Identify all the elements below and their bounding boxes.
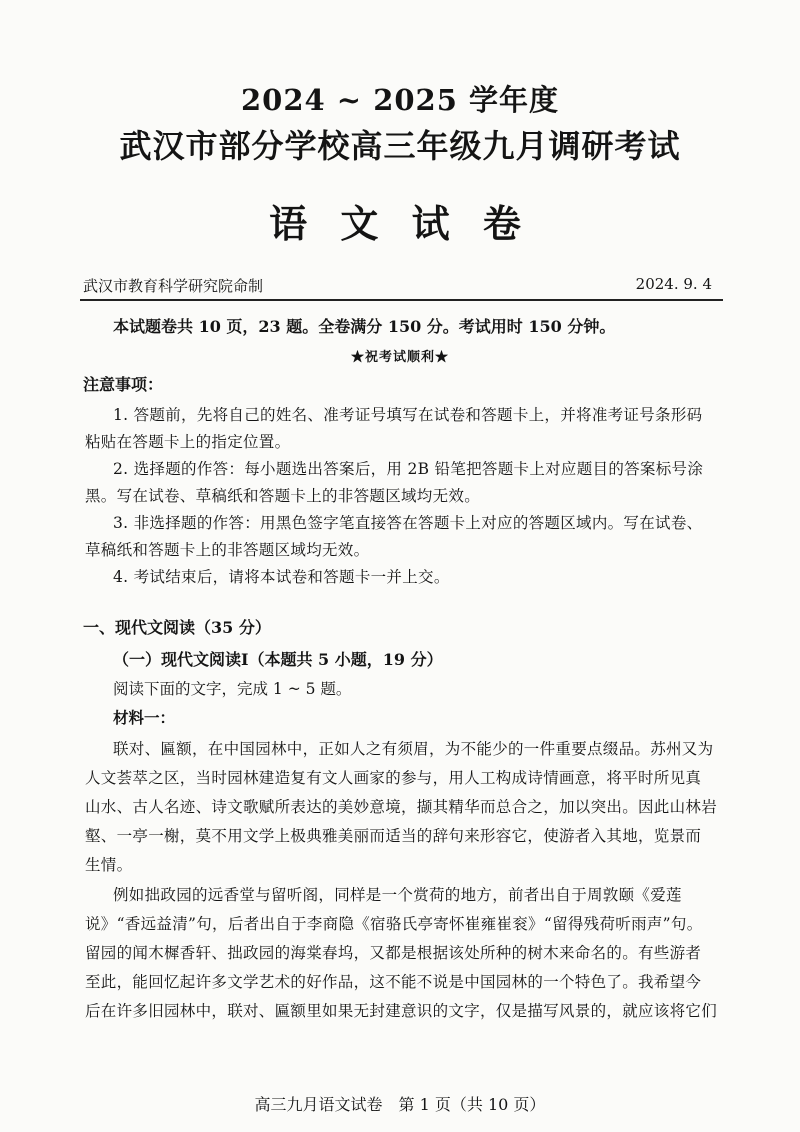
passage-line: 生情。: [85, 856, 133, 874]
passage-line: 人文荟萃之区，当时园林建造复有文人画家的参与，用人工构成诗情画意，将平时所见真: [85, 769, 702, 787]
passage-line: 至此，能回忆起许多文学艺术的好作品，这不能不说是中国园林的一个特色了。我希望今: [85, 973, 702, 991]
material-label: 材料一：: [113, 708, 176, 727]
passage-line: 后在许多旧园林中，联对、匾额里如果无封建意识的文字，仅是描写风景的，就应该将它们: [85, 1002, 718, 1020]
subsection-heading: （一）现代文阅读Ⅰ（本题共 5 小题，19 分）: [113, 650, 443, 669]
notice-line: 2. 选择题的作答：每小题选出答案后，用 2B 铅笔把答题卡上对应题目的答案标号涂: [113, 460, 704, 478]
passage-line: 山水、古人名迹、诗文歌赋所表达的美妙意境，撷其精华而总合之，加以突出。因此山林岩: [85, 798, 718, 816]
page-footer: 高三九月语文试卷 第 1 页（共 10 页）: [254, 1095, 546, 1114]
notice-line: 3. 非选择题的作答：用黑色签字笔直接答在答题卡上对应的答题区域内。写在试卷、: [113, 514, 703, 532]
passage-line: 壑、一亭一榭，莫不用文学上极典雅美丽而适当的辞句来形容它，使游者入其地，览景而: [85, 827, 702, 845]
passage-line: 说》“香远益清”句，后者出自于李商隐《宿骆氏亭寄怀崔雍崔衮》“留得残荷听雨声”句。: [85, 915, 703, 933]
passage-line: 留园的闻木樨香轩、拙政园的海棠春坞，又都是根据该处所种的树木来命名的。有些游者: [85, 944, 702, 962]
notice-line: 草稿纸和答题卡上的非答题区域均无效。: [85, 541, 370, 559]
publisher: 武汉市教育科学研究院命制: [83, 277, 264, 295]
section-heading: 一、现代文阅读（35 分）: [83, 618, 271, 637]
exam-summary: 本试题卷共 10 页，23 题。全卷满分 150 分。考试用时 150 分钟。: [113, 317, 616, 336]
notice-line: 黑。写在试卷、草稿纸和答题卡上的非答题区域均无效。: [85, 487, 481, 505]
reading-instruction: 阅读下面的文字，完成 1 ~ 5 题。: [113, 680, 352, 698]
notice-heading: 注意事项：: [83, 375, 164, 394]
notice-line: 4. 考试结束后，请将本试卷和答题卡一并上交。: [113, 568, 450, 586]
paper-title: 语 文 试 卷: [269, 201, 531, 246]
notice-line: 1. 答题前，先将自己的姓名、准考证号填写在试卷和答题卡上，并将准考证号条形码: [113, 406, 703, 424]
notice-line: 粘贴在答题卡上的指定位置。: [85, 433, 291, 451]
header-divider: [80, 299, 723, 301]
passage-line: 联对、匾额，在中国园林中，正如人之有须眉，为不能少的一件重要点缀品。苏州又为: [113, 740, 714, 758]
good-luck-banner: ★祝考试顺利★: [350, 350, 449, 365]
passage-line: 例如拙政园的远香堂与留听阁，同样是一个赏荷的地方，前者出自于周敦颐《爱莲: [113, 886, 682, 904]
exam-title: 武汉市部分学校高三年级九月调研考试: [119, 127, 681, 165]
school-year: 2024 ~ 2025 学年度: [240, 83, 559, 117]
exam-date: 2024. 9. 4: [635, 275, 712, 293]
